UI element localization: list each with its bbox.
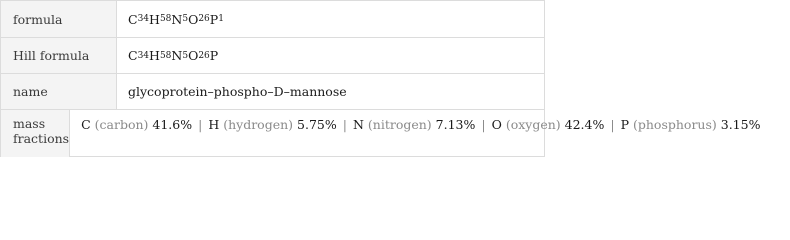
mass-fraction-item (81, 117, 192, 132)
element-symbol: N (352, 117, 364, 132)
element-symbol: O (188, 11, 199, 27)
element-symbol: O (188, 48, 199, 63)
element-name: (hydrogen) (223, 117, 294, 132)
element-symbol: C (128, 48, 138, 63)
mass-fraction-item (621, 117, 761, 132)
name-row (1, 74, 544, 110)
element-symbol: N (171, 48, 183, 63)
mass-fraction-item (208, 117, 336, 132)
element-symbol: N (171, 11, 183, 27)
mass-fractions-row (1, 110, 761, 157)
element-name: (nitrogen) (367, 117, 432, 132)
element-name: (oxygen) (505, 117, 561, 132)
element-symbol: H (149, 48, 160, 63)
name-value: glycoprotein–phospho–D–mannose (128, 84, 347, 99)
name-label: name (1, 74, 117, 109)
element-symbol: H (208, 117, 220, 132)
element-symbol: P (209, 48, 219, 63)
element-percent: 41.6% (152, 117, 193, 132)
mass-fractions-label: mass fractions (1, 110, 70, 157)
element-percent: 7.13% (435, 117, 476, 132)
element-symbol: H (149, 11, 160, 27)
mass-fraction-item (353, 117, 475, 132)
hill-formula-row (1, 38, 544, 74)
element-symbol: C (128, 11, 138, 27)
hill-formula-label: Hill formula (1, 38, 117, 73)
element-symbol: O (491, 117, 502, 132)
element-name: (carbon) (94, 117, 149, 132)
mass-fraction-item (492, 117, 605, 132)
element-symbol: C (81, 117, 91, 132)
formula-row (1, 1, 544, 38)
mass-fractions-value (70, 110, 790, 157)
separator: | (342, 117, 347, 132)
formula-value: C 34 H 58 N 5 O 26 P 1 (128, 11, 224, 27)
formula-label: formula (1, 1, 117, 37)
separator: | (481, 117, 486, 132)
element-symbol: P (209, 11, 219, 27)
element-symbol: P (620, 117, 630, 132)
element-name: (phosphorus) (633, 117, 717, 132)
separator: | (610, 117, 615, 132)
element-percent: 3.15% (720, 117, 761, 132)
separator: | (198, 117, 203, 132)
element-percent: 42.4% (564, 117, 605, 132)
hill-formula-value: C 34 H 58 N 5 O 26 P (128, 48, 219, 63)
element-percent: 5.75% (297, 117, 337, 132)
